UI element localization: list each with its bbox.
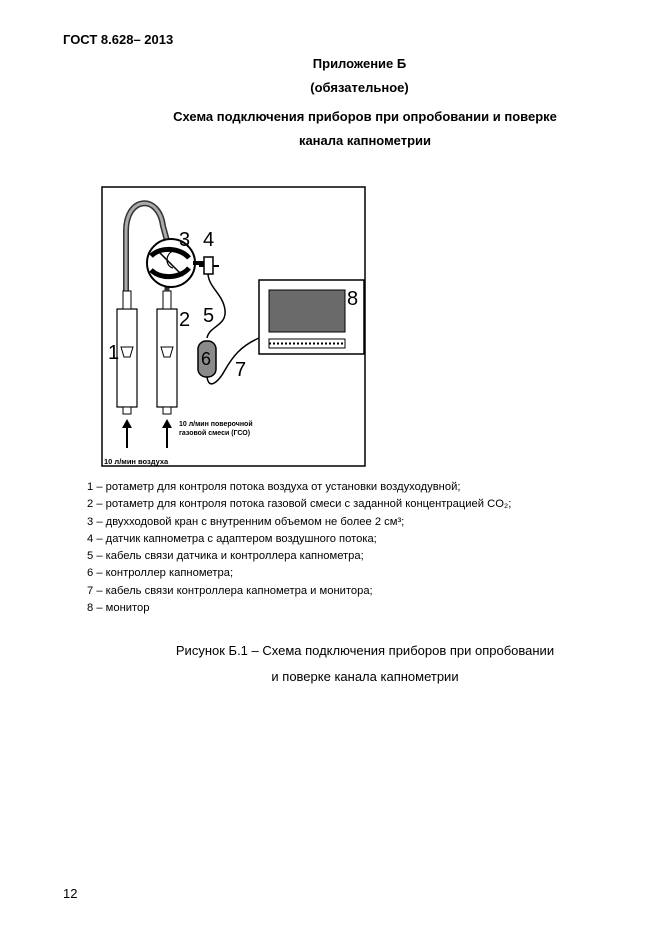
section-title-line2: канала капнометрии: [298, 133, 432, 148]
legend-item: 3 – двухходовой кран с внутренним объемом не более 2 см³;: [87, 515, 405, 528]
gas-flow-label-line2: газовой смеси (ГСО): [179, 430, 251, 437]
page-number: 12: [63, 886, 78, 901]
label-8: 8: [347, 288, 359, 310]
label-1: 1: [108, 342, 120, 364]
figure-caption: [150, 638, 580, 690]
rotameter-2-bottom: [163, 407, 171, 414]
legend-list: [87, 479, 511, 617]
label-7: 7: [235, 359, 247, 381]
rotameter-1-top: [123, 291, 131, 309]
legend-item: 7 – кабель связи контроллера капнометра и монитора;: [87, 584, 373, 597]
capnometer-sensor: [204, 257, 213, 274]
legend-item: 4 – датчик капнометра с адаптером воздушного потока;: [87, 532, 377, 545]
legend-item: 2 – ротаметр для контроля потока газовой смеси с заданной концентрацией CO₂;: [87, 498, 512, 511]
appendix-title: Приложение Б: [312, 56, 407, 71]
label-5: 5: [203, 305, 215, 327]
label-3: 3: [179, 229, 191, 251]
legend-item: 6 – контроллер капнометра;: [87, 567, 234, 580]
section-title: [150, 105, 580, 153]
standard-code: ГОСТ 8.628– 2013: [63, 32, 174, 47]
figure-caption-line1: Рисунок Б.1 – Схема подключения приборов при опробовании: [175, 643, 555, 658]
rotameter-1-bottom: [123, 407, 131, 414]
rotameter-2-top: [163, 291, 171, 309]
legend-item: 8 – монитор: [87, 602, 150, 615]
legend-item: 5 – кабель связи датчика и контроллера капнометра;: [87, 550, 364, 563]
gas-flow-label-line1: 10 л/мин поверочной: [179, 421, 253, 428]
label-6: 6: [201, 349, 212, 369]
rotameter-2: [157, 309, 177, 407]
air-flow-label: 10 л/мин воздуха: [104, 457, 169, 466]
rotameter-1: [117, 309, 137, 407]
label-4: 4: [203, 229, 215, 251]
label-2: 2: [179, 309, 191, 331]
legend-item: 1 – ротаметр для контроля потока воздуха от установки воздуходувной;: [87, 481, 461, 493]
monitor-screen: [269, 290, 345, 332]
section-title-line1: Схема подключения приборов при опробовании и поверке: [173, 109, 557, 124]
appendix-status: (обязательное): [310, 80, 409, 95]
figure-caption-line2: и поверке канала капнометрии: [271, 669, 459, 684]
connection-diagram: [101, 186, 367, 469]
